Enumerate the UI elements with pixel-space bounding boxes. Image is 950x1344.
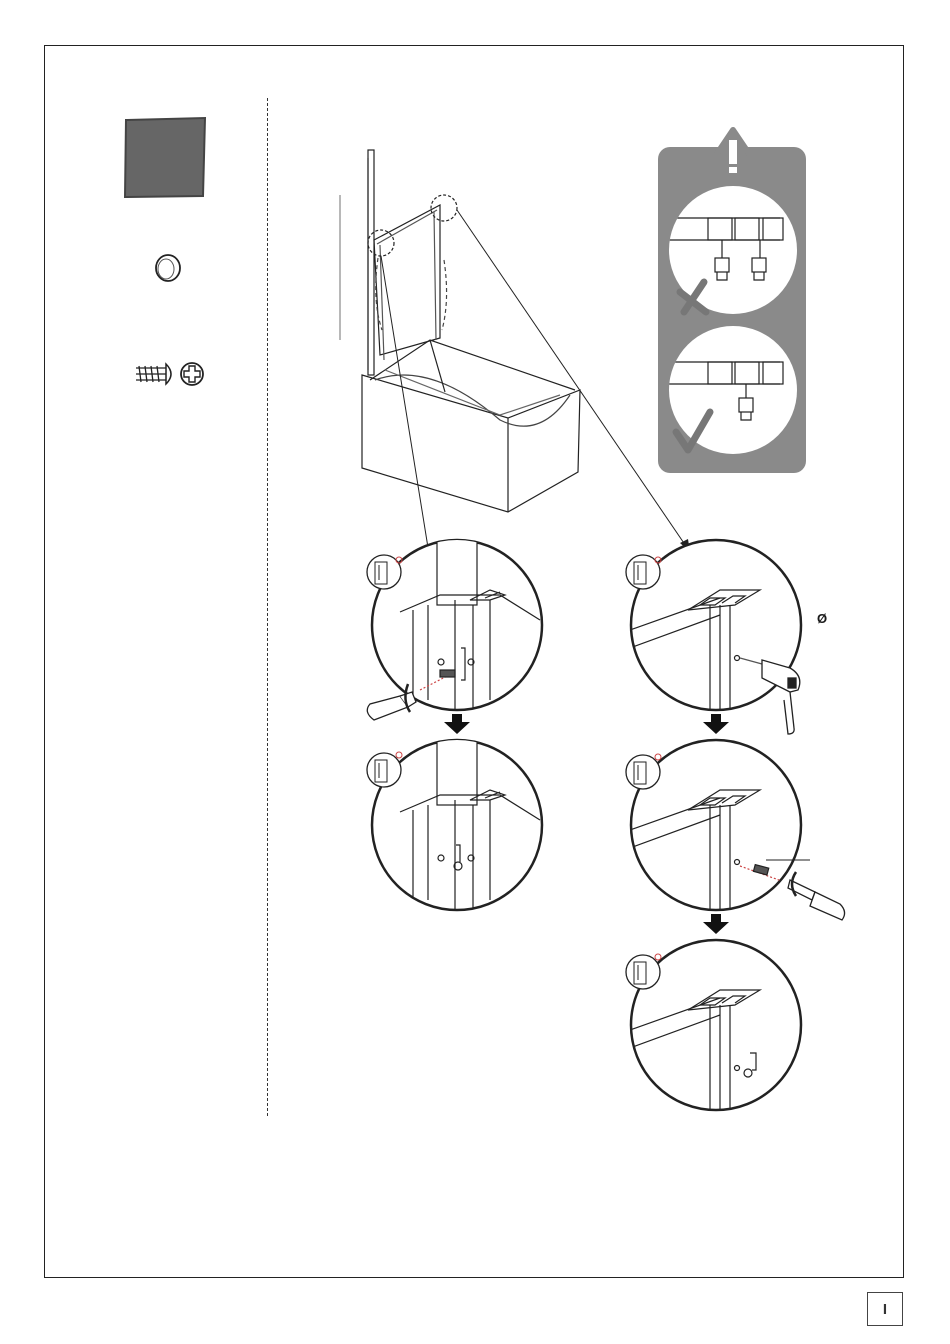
step-arrow-left	[444, 714, 470, 734]
page-number: I	[867, 1292, 903, 1326]
bathtub-overview	[340, 150, 690, 560]
detail-circle-left-1	[367, 535, 542, 720]
step-arrow-right-1	[703, 714, 729, 734]
diameter-label: Ø	[817, 611, 828, 626]
detail-circle-right-2	[626, 740, 845, 920]
step-arrow-right-2	[703, 914, 729, 934]
detail-circle-right-3	[626, 940, 801, 1120]
phillips-head-icon	[181, 363, 203, 385]
screw-icon	[136, 364, 171, 384]
cap-ring-icon	[156, 255, 180, 281]
detail-circle-right-1	[626, 540, 801, 734]
warning-panel	[658, 130, 806, 473]
detail-circle-left-2	[367, 735, 542, 910]
silicone-pad-icon	[125, 118, 205, 197]
